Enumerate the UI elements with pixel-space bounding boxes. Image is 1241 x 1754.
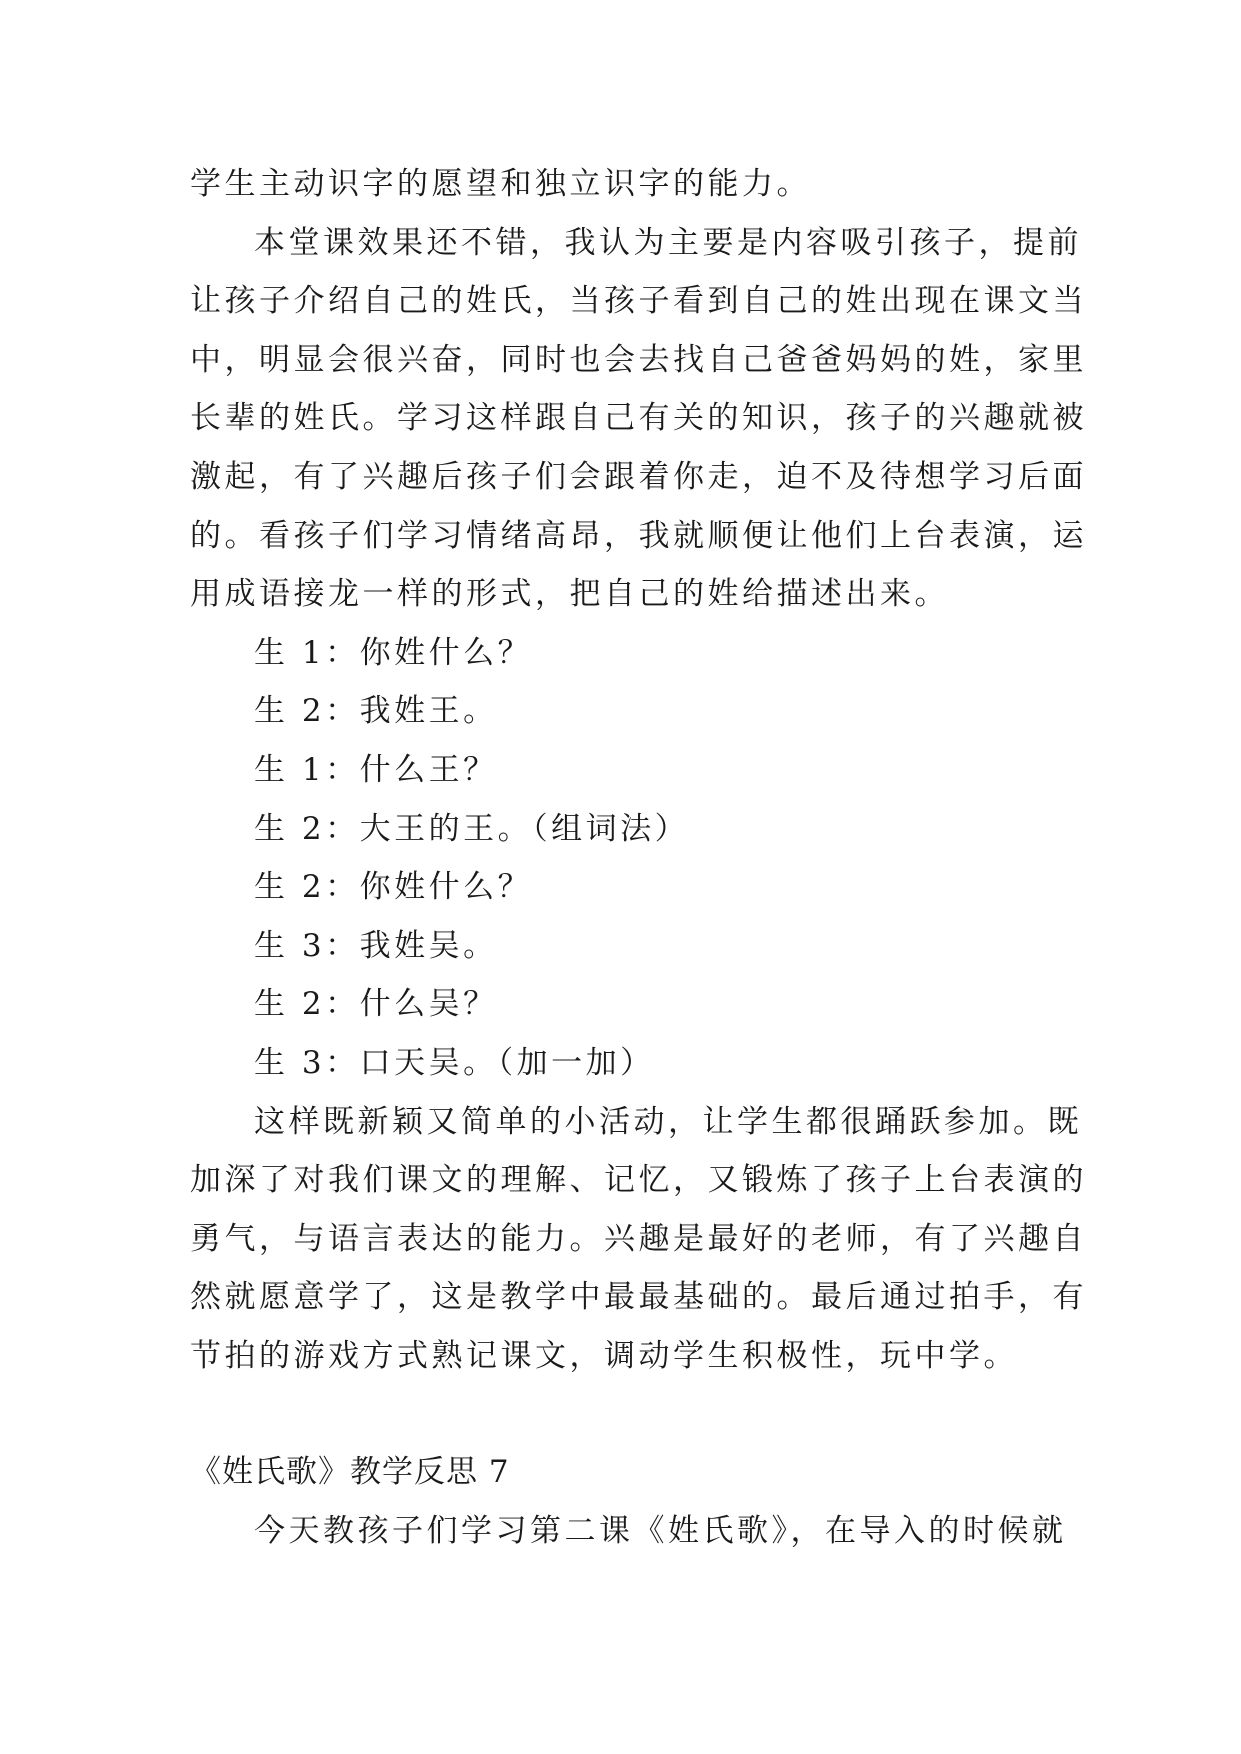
- dialogue-line: 生 2：大王的王。（组词法）: [254, 810, 690, 847]
- dialogue-line: 生 2：什么吴？: [254, 986, 498, 1023]
- text-line: 让孩子介绍自己的姓氏，当孩子看到自己的姓出现在课文当: [190, 283, 1087, 320]
- text-line: 加深了对我们课文的理解、记忆，又锻炼了孩子上台表演的: [190, 1162, 1087, 1199]
- document-body: [190, 155, 1087, 1561]
- dialogue-line: 生 3：我姓吴。: [254, 927, 498, 964]
- text-line: 学生主动识字的愿望和独立识字的能力。: [190, 166, 811, 202]
- text-line: 的。看孩子们学习情绪高昂，我就顺便让他们上台表演，运: [190, 517, 1087, 554]
- text-line: 这样既新颖又简单的小活动，让学生都很踊跃参加。既: [254, 1103, 1082, 1140]
- text-line: 中，明显会很兴奋，同时也会去找自己爸爸妈妈的姓，家里: [190, 341, 1087, 378]
- dialogue-line: 生 3：口天吴。（加一加）: [254, 1044, 655, 1081]
- dialogue-line: 生 2：我姓王。: [254, 693, 498, 730]
- dialogue-line: 生 1：什么王？: [254, 751, 498, 788]
- dialogue-line: 生 1：你姓什么？: [254, 634, 533, 671]
- text-line: 节拍的游戏方式熟记课文，调动学生积极性，玩中学。: [190, 1337, 1018, 1374]
- text-line: 激起，有了兴趣后孩子们会跟着你走，迫不及待想学习后面: [190, 458, 1087, 495]
- dialogue-line: 生 2：你姓什么？: [254, 869, 533, 906]
- text-line: 本堂课效果还不错，我认为主要是内容吸引孩子，提前: [254, 224, 1082, 261]
- text-line: 今天教孩子们学习第二课《姓氏歌》，在导入的时候就: [254, 1513, 1067, 1550]
- text-line: 用成语接龙一样的形式，把自己的姓给描述出来。: [190, 576, 949, 613]
- text-line: 长辈的姓氏。学习这样跟自己有关的知识，孩子的兴趣就被: [190, 400, 1087, 437]
- section-heading: 《姓氏歌》教学反思 7: [190, 1454, 510, 1491]
- text-line: 然就愿意学了，这是教学中最最基础的。最后通过拍手，有: [190, 1279, 1087, 1316]
- section-spacer: [190, 1385, 1060, 1443]
- text-line: 勇气，与语言表达的能力。兴趣是最好的老师，有了兴趣自: [190, 1220, 1087, 1257]
